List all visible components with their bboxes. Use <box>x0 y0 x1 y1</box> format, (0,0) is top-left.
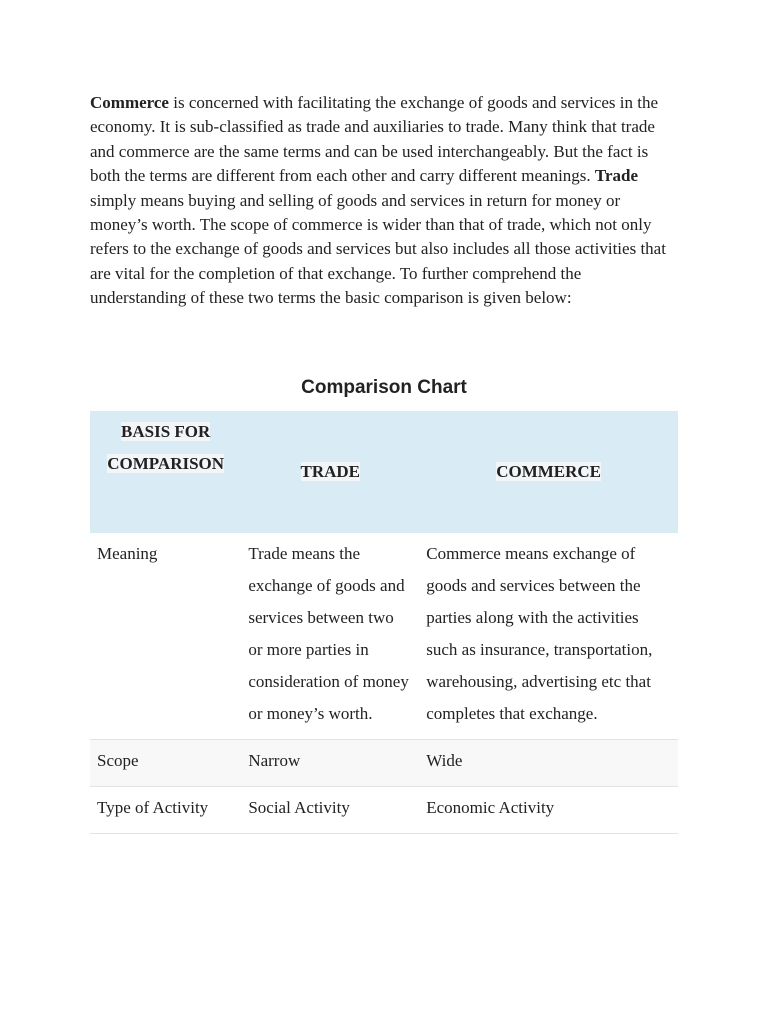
table-header-row <box>90 411 678 533</box>
cell-commerce: Wide <box>419 740 678 787</box>
header-trade: TRADE <box>241 411 419 533</box>
table-row <box>90 787 678 834</box>
header-basis: BASIS FOR COMPARISON <box>90 411 241 533</box>
cell-trade: Social Activity <box>241 787 419 834</box>
comparison-table <box>90 411 678 834</box>
header-commerce: COMMERCE <box>419 411 678 533</box>
intro-text-part1: is concerned with facilitating the exchange of goods and services in the economy. It is sub-classified as trade and auxiliaries to trade. Many think that trade and commerce are the same terms and can be used interchangeably. But the fact is both the terms are different from each other and carry different meanings. <box>90 93 659 186</box>
intro-paragraph <box>90 91 680 311</box>
intro-text-part2: simply means buying and selling of goods and services in return for money or money’s worth. The scope of commerce is wider than that of trade, which not only refers to the exchange of goods and services but also includes all those activities that are vital for the completion of that exchange. To further comprehend the understanding of these two terms the basic comparison is given below: <box>90 190 666 308</box>
cell-basis: Type of Activity <box>90 787 241 834</box>
cell-commerce: Commerce means exchange of goods and services between the parties along with the activities such as insurance, transportation, warehousing, advertising etc that completes that exchange. <box>419 533 678 740</box>
term-commerce: Commerce <box>90 93 169 112</box>
cell-basis: Scope <box>90 740 241 787</box>
article-body <box>90 91 680 311</box>
cell-trade: Narrow <box>241 740 419 787</box>
cell-basis: Meaning <box>90 533 241 740</box>
comparison-chart-title: Comparison Chart <box>301 377 467 398</box>
cell-trade: Trade means the exchange of goods and services between two or more parties in consideration of money or money’s worth. <box>241 533 419 740</box>
term-trade: Trade <box>594 166 639 186</box>
cell-commerce: Economic Activity <box>419 787 678 834</box>
table-row <box>90 740 678 787</box>
table-row <box>90 533 678 740</box>
